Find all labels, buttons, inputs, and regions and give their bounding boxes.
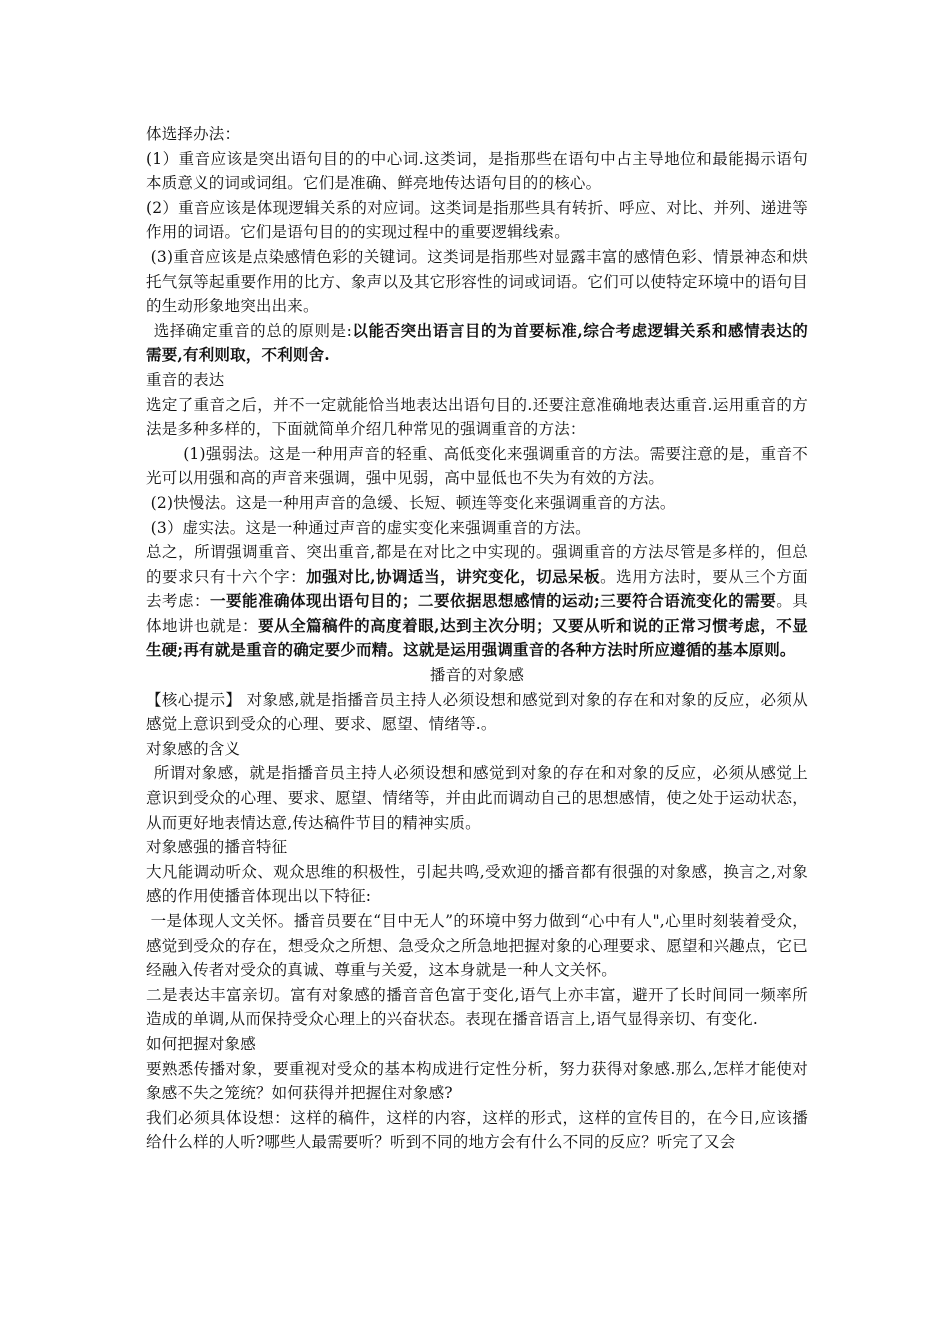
section-title: 对象感的含义 [146, 739, 241, 758]
summary-text: 。选用方法时，要从三个方面去考虑： [146, 567, 808, 611]
principle-bold: 以能否突出语言目的为首要标准,综合考虑逻辑关系和感情表达的需要,有利则取，不利则舍. [146, 320, 808, 365]
paragraph: 选定了重音之后，并不一定就能恰当地表达出语句目的.还要注意准确地表达重音.运用重音的方法是多种多样的，下面就简单介绍几种常见的强调重音的方法： [146, 395, 808, 439]
section-title: 对象感强的播音特征 [146, 838, 288, 857]
summary-paragraph [146, 540, 808, 663]
document-page [146, 122, 808, 1155]
paragraph: 【核心提示】 对象感,就是指播音员主持人必须设想和感觉到对象的存在和对象的反应，必须从感觉上意识到受众的心理、要求、愿望、情绪等.。 [146, 690, 808, 734]
paragraph: 要熟悉传播对象，要重视对受众的基本构成进行定性分析，努力获得对象感.那么,怎样才能使对象感不失之笼统？如何获得并把握住对象感? [146, 1059, 808, 1103]
paragraph: 二是表达丰富亲切。富有对象感的播音音色富于变化,语气上亦丰富，避开了长时间同一频率所造成的单调,从而保持受众心理上的兴奋状态。表现在播音语言上,语气显得亲切、有变化. [146, 985, 808, 1029]
section-title: 重音的表达 [146, 370, 225, 389]
paragraph: 我们必须具体设想：这样的稿件，这样的内容，这样的形式，这样的宣传目的，在今日,应该播给什么样的人听?哪些人最需要听？听到不同的地方会有什么不同的反应？听完了又会 [146, 1108, 808, 1152]
paragraph: (1）重音应该是突出语句目的的中心词.这类词，是指那些在语句中占主导地位和最能揭示语句本质意义的词或词组。它们是准确、鲜亮地传达语句目的的核心。 [146, 149, 808, 193]
paragraph: 大凡能调动听众、观众思维的积极性，引起共鸣,受欢迎的播音都有很强的对象感，换言之,对象感的作用使播音体现出以下特征: [146, 862, 808, 906]
paragraph: (3)重音应该是点染感情色彩的关键词。这类词是指那些对显露丰富的感情色彩、情景神态和烘托气氛等起重要作用的比方、象声以及其它形容性的词或词语。它们可以使特定环境中的语句目的生动形象地突出出来。 [146, 247, 808, 316]
principle-lead: 选择确定重音的总的原则是: [153, 321, 353, 340]
paragraph: 体选择办法： [146, 125, 241, 143]
summary-text: 。具体地讲也就是： [146, 592, 808, 635]
paragraph: 所谓对象感，就是指播音员主持人必须设想和感觉到对象的存在和对象的反应，必须从感觉上意识到受众的心理、要求、愿望、情绪等，并由此而调动自己的思想感情，使之处于运动状态，从而更好地表情达意,传达稿件节目的精神实质。 [146, 764, 808, 832]
paragraph: (1)强弱法。这是一种用声音的轻重、高低变化来强调重音的方法。需要注意的是，重音不光可以用强和高的声音来强调，强中见弱，高中显低也不失为有效的方法。 [146, 444, 808, 488]
summary-bold: 要从全篇稿件的高度着眼,达到主次分明；又要从听和说的正常习惯考虑，不显生硬;再有就是重音的确定要少而精。这就是运用强调重音的各种方法时所应遵循的基本原则。 [146, 615, 808, 660]
paragraph: (2）重音应该是体现逻辑关系的对应词。这类词是指那些具有转折、呼应、对比、并列、递进等作用的词语。它们是语句目的的实现过程中的重要逻辑线索。 [146, 198, 808, 242]
paragraph: 一是体现人文关怀。播音员要在“目中无人”的环境中努力做到“心中有人",心里时刻装着受众，感觉到受众的存在，想受众之所想、急受众之所急地把握对象的心理要求、愿望和兴趣点，它已经融入传者对受众的真诚、尊重与关爱，这本身就是一种人文关怀。 [146, 912, 808, 980]
section-title: 如何把握对象感 [146, 1034, 256, 1053]
summary-text: 总之，所谓强调重音、突出重音,都是在对比之中实现的。强调重音的方法尽管是多样的，但总的要求只有十六个字： [146, 543, 808, 586]
page-heading: 播音的对象感 [429, 666, 525, 685]
paragraph: (2)快慢法。这是一种用声音的急缓、长短、顿连等变化来强调重音的方法。 [150, 493, 676, 512]
summary-bold: 一要能准确体现出语句目的；二要依据思想感情的运动;三要符合语流变化的需要 [210, 591, 777, 611]
principle-paragraph [146, 319, 808, 368]
summary-bold: 加强对比,协调适当，讲究变化，切忌呆板 [306, 566, 601, 586]
paragraph: (3）虚实法。这是一种通过声音的虚实变化来强调重音的方法。 [150, 518, 591, 537]
